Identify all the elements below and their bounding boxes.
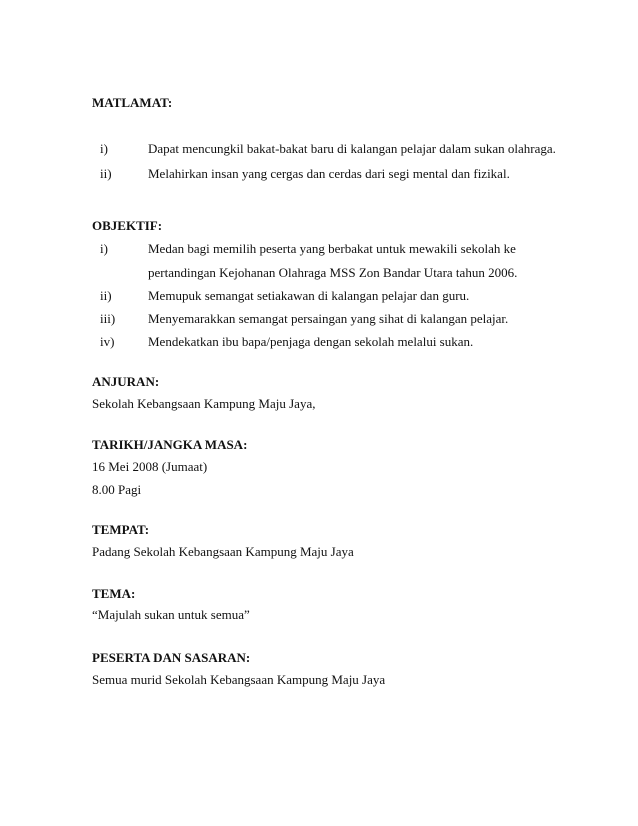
matlamat-item-text: Melahirkan insan yang cergas dan cerdas dari segi mental dan fizikal. — [148, 166, 510, 181]
objektif-item-number: iii) — [100, 311, 116, 326]
matlamat-item-number: i) — [100, 141, 108, 156]
objektif-item-text: Medan bagi memilih peserta yang berbakat untuk mewakili sekolah ke — [148, 241, 516, 256]
objektif-item-number: i) — [100, 241, 108, 256]
matlamat-item-text: Dapat mencungkil bakat-bakat baru di kalangan pelajar dalam sukan olahraga. — [148, 141, 556, 156]
tema-text: “Majulah sukan untuk semua” — [92, 607, 250, 622]
objektif-item-text: Memupuk semangat setiakawan di kalangan pelajar dan guru. — [148, 288, 470, 303]
section-heading-tema: TEMA: — [92, 586, 136, 601]
section-heading-anjuran: ANJURAN: — [92, 374, 160, 389]
section-heading-tempat: TEMPAT: — [92, 522, 150, 537]
section-heading-matlamat: MATLAMAT: — [92, 95, 173, 110]
objektif-item-number: iv) — [100, 334, 115, 349]
tempat-text: Padang Sekolah Kebangsaan Kampung Maju Jaya — [92, 544, 354, 559]
section-heading-tarikh: TARIKH/JANGKA MASA: — [92, 437, 248, 452]
objektif-item-text-continuation: pertandingan Kejohanan Olahraga MSS Zon Bandar Utara tahun 2006. — [148, 265, 518, 280]
peserta-text: Semua murid Sekolah Kebangsaan Kampung Maju Jaya — [92, 672, 386, 687]
objektif-item-number: ii) — [100, 288, 112, 303]
objektif-item-text: Menyemarakkan semangat persaingan yang sihat di kalangan pelajar. — [148, 311, 509, 326]
objektif-item-text: Mendekatkan ibu bapa/penjaga dengan sekolah melalui sukan. — [148, 334, 474, 349]
matlamat-item-number: ii) — [100, 166, 112, 181]
tarikh-time-text: 8.00 Pagi — [92, 482, 142, 497]
tarikh-date-text: 16 Mei 2008 (Jumaat) — [92, 459, 208, 474]
section-heading-peserta: PESERTA DAN SASARAN: — [92, 650, 251, 665]
anjuran-text: Sekolah Kebangsaan Kampung Maju Jaya, — [92, 396, 316, 411]
section-heading-objektif: OBJEKTIF: — [92, 218, 163, 233]
